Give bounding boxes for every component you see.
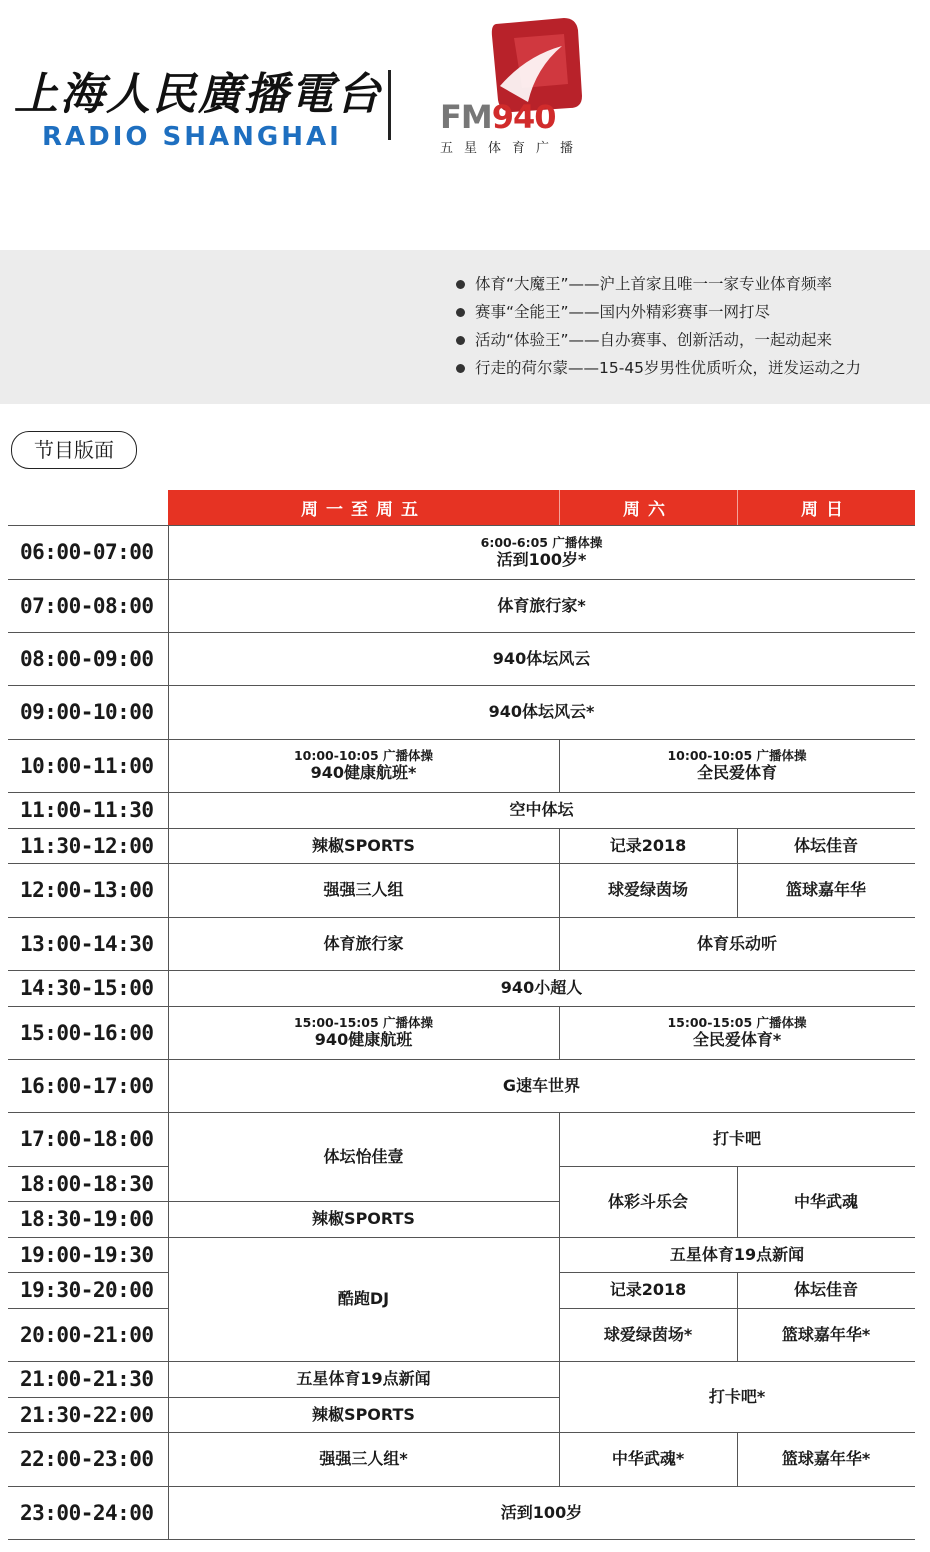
row-border <box>8 828 168 829</box>
program-cell <box>559 1308 737 1361</box>
program-title: 940体坛风云* <box>488 702 595 722</box>
program-title: 记录2018 <box>609 835 687 855</box>
program-cell <box>737 1166 915 1237</box>
header-separator <box>559 490 560 525</box>
program-subtitle: 10:00-10:05 广播体操 <box>293 748 434 764</box>
program-title: 辣椒SPORTS <box>312 1209 415 1229</box>
program-title: 打卡吧 <box>712 1129 761 1149</box>
program-cell <box>168 1059 915 1112</box>
frequency-number: 940 <box>491 98 556 136</box>
program-title: 强强三人组* <box>319 1449 408 1469</box>
program-cell <box>559 863 737 917</box>
program-cell <box>168 1006 559 1059</box>
row-border <box>8 1201 168 1202</box>
program-cell <box>559 1112 915 1166</box>
row-border <box>8 739 168 740</box>
program-title: 球爱绿茵场* <box>603 1324 693 1344</box>
section-tag: 节目版面 <box>11 431 137 469</box>
row-border <box>8 1397 168 1398</box>
program-cell <box>168 1112 559 1201</box>
program-cell <box>168 739 559 792</box>
program-cell <box>168 632 915 685</box>
program-cell <box>559 1361 915 1432</box>
program-cell <box>559 1432 737 1486</box>
time-slot-label: 12:00-13:00 <box>20 878 154 902</box>
program-cell <box>168 970 915 1006</box>
time-slot-label: 14:30-15:00 <box>20 976 154 1000</box>
program-cell <box>168 1361 559 1397</box>
program-title: 全民爱体育 <box>696 763 777 783</box>
time-slot-label: 10:00-11:00 <box>20 753 154 778</box>
program-cell <box>168 525 915 579</box>
time-slot-label: 19:00-19:30 <box>20 1242 154 1267</box>
row-border <box>8 1059 168 1060</box>
program-title: 全民爱体育* <box>692 1030 782 1050</box>
program-title: 空中体坛 <box>509 800 574 820</box>
row-border <box>8 1361 168 1362</box>
row-border <box>8 1432 168 1433</box>
program-title: 球爱绿茵场 <box>607 880 688 900</box>
feature-item: 体育“大魔王”——沪上首家且唯一一家专业体育频率 <box>456 270 861 298</box>
time-slot-label: 18:30-19:00 <box>20 1207 154 1231</box>
program-title: 活到100岁 <box>500 1502 583 1522</box>
program-title: 体育乐动听 <box>696 933 777 953</box>
program-cell <box>559 1237 915 1272</box>
program-title: 940体坛风云 <box>492 648 591 668</box>
program-title: 辣椒SPORTS <box>312 1404 415 1424</box>
time-slot-label: 15:00-16:00 <box>20 1020 154 1045</box>
program-cell <box>168 828 559 863</box>
program-cell <box>168 1237 559 1361</box>
program-cell <box>559 828 737 863</box>
program-title: 体坛怡佳壹 <box>323 1146 404 1166</box>
program-title: 940健康航班* <box>310 763 417 783</box>
program-title: 活到100岁* <box>496 549 587 569</box>
header-separator <box>737 490 738 525</box>
time-slot-label: 16:00-17:00 <box>20 1073 154 1098</box>
time-slot-label: 08:00-09:00 <box>20 646 154 671</box>
row-border <box>8 1112 168 1113</box>
program-cell <box>168 792 915 828</box>
program-cell <box>737 1432 915 1486</box>
row-border <box>8 1166 168 1167</box>
program-cell <box>559 739 915 792</box>
time-slot-label: 11:00-11:30 <box>20 798 154 822</box>
program-cell <box>559 917 915 970</box>
program-title: 篮球嘉年华* <box>781 1449 871 1469</box>
program-title: G速车世界 <box>502 1075 581 1095</box>
program-title: 酷跑DJ <box>337 1289 390 1309</box>
row-border <box>8 579 168 580</box>
col-weekdays-header: 周一至周五 <box>168 490 559 525</box>
row-border <box>8 1486 168 1487</box>
program-title: 体坛佳音 <box>793 835 858 855</box>
row-border <box>8 1006 168 1007</box>
col-sunday-header: 周日 <box>737 490 915 525</box>
row-border <box>8 1308 168 1309</box>
program-cell <box>168 685 915 739</box>
row-border <box>8 792 168 793</box>
fm-label: FM <box>440 98 492 136</box>
col-saturday-header: 周六 <box>559 490 737 525</box>
brand-english-name: RADIO SHANGHAI <box>42 122 342 152</box>
program-cell <box>168 1201 559 1237</box>
program-subtitle: 10:00-10:05 广播体操 <box>667 748 807 764</box>
row-border <box>8 917 168 918</box>
program-title: 中华武魂 <box>793 1191 858 1211</box>
program-subtitle: 15:00-15:05 广播体操 <box>293 1015 434 1031</box>
cell-border <box>559 1397 560 1432</box>
program-cell <box>737 828 915 863</box>
program-title: 篮球嘉年华 <box>785 880 866 900</box>
program-title: 强强三人组 <box>323 880 404 900</box>
row-border <box>8 1237 168 1238</box>
time-slot-label: 13:00-14:30 <box>20 931 154 956</box>
program-cell <box>737 1272 915 1308</box>
feature-item: 活动“体验王”——自办赛事、创新活动，一起动起来 <box>456 326 861 354</box>
program-title: 940小超人 <box>500 978 583 998</box>
program-title: 篮球嘉年华* <box>781 1324 871 1344</box>
time-slot-label: 17:00-18:00 <box>20 1127 154 1151</box>
row-border <box>8 525 168 526</box>
row-border <box>8 863 168 864</box>
program-cell <box>168 1397 559 1432</box>
time-slot-label: 22:00-23:00 <box>20 1447 154 1471</box>
row-border <box>8 685 168 686</box>
program-title: 五星体育19点新闻 <box>296 1369 431 1389</box>
program-cell <box>168 1432 559 1486</box>
program-cell <box>168 1486 915 1539</box>
program-title: 940健康航班 <box>314 1030 413 1050</box>
time-slot-label: 06:00-07:00 <box>20 540 154 564</box>
station-name: 五星体育广播 <box>440 141 585 156</box>
row-border <box>8 970 168 971</box>
program-cell <box>559 1166 737 1237</box>
time-slot-label: 21:30-22:00 <box>20 1402 154 1427</box>
program-subtitle: 15:00-15:05 广播体操 <box>667 1015 807 1031</box>
time-slot-label: 18:00-18:30 <box>20 1171 154 1196</box>
feature-item: 行走的荷尔蒙——15-45岁男性优质听众，迸发运动之力 <box>456 354 861 382</box>
feature-item: 赛事“全能王”——国内外精彩赛事一网打尽 <box>456 298 861 326</box>
program-title: 五星体育19点新闻 <box>669 1244 805 1264</box>
program-title: 记录2018 <box>609 1280 687 1300</box>
program-cell <box>168 863 559 917</box>
brand-chinese-name: 上海人民廣播電台 <box>14 69 382 120</box>
program-cell <box>737 863 915 917</box>
program-title: 体彩斗乐会 <box>607 1191 688 1211</box>
row-border <box>8 632 168 633</box>
time-slot-label: 21:00-21:30 <box>20 1367 154 1391</box>
cell-border <box>168 1539 915 1540</box>
program-subtitle: 6:00-6:05 广播体操 <box>480 534 603 550</box>
program-title: 打卡吧* <box>708 1386 766 1406</box>
program-title: 辣椒SPORTS <box>312 835 415 855</box>
column-border <box>168 525 169 1539</box>
time-slot-label: 20:00-21:00 <box>20 1322 154 1347</box>
time-slot-label: 07:00-08:00 <box>20 593 154 618</box>
program-title: 体育旅行家* <box>497 595 586 615</box>
program-cell <box>168 579 915 632</box>
time-slot-label: 11:30-12:00 <box>20 833 154 858</box>
program-cell <box>168 917 559 970</box>
row-border <box>8 1539 168 1540</box>
row-border <box>8 1272 168 1273</box>
program-title: 体育旅行家 <box>323 933 404 953</box>
program-title: 中华武魂* <box>611 1449 685 1469</box>
time-slot-label: 09:00-10:00 <box>20 700 154 724</box>
time-slot-label: 19:30-20:00 <box>20 1278 154 1302</box>
program-cell <box>737 1308 915 1361</box>
row-border <box>168 525 915 526</box>
program-cell <box>559 1272 737 1308</box>
program-title: 体坛佳音 <box>793 1280 858 1300</box>
time-slot-label: 23:00-24:00 <box>20 1500 154 1525</box>
program-cell <box>559 1006 915 1059</box>
